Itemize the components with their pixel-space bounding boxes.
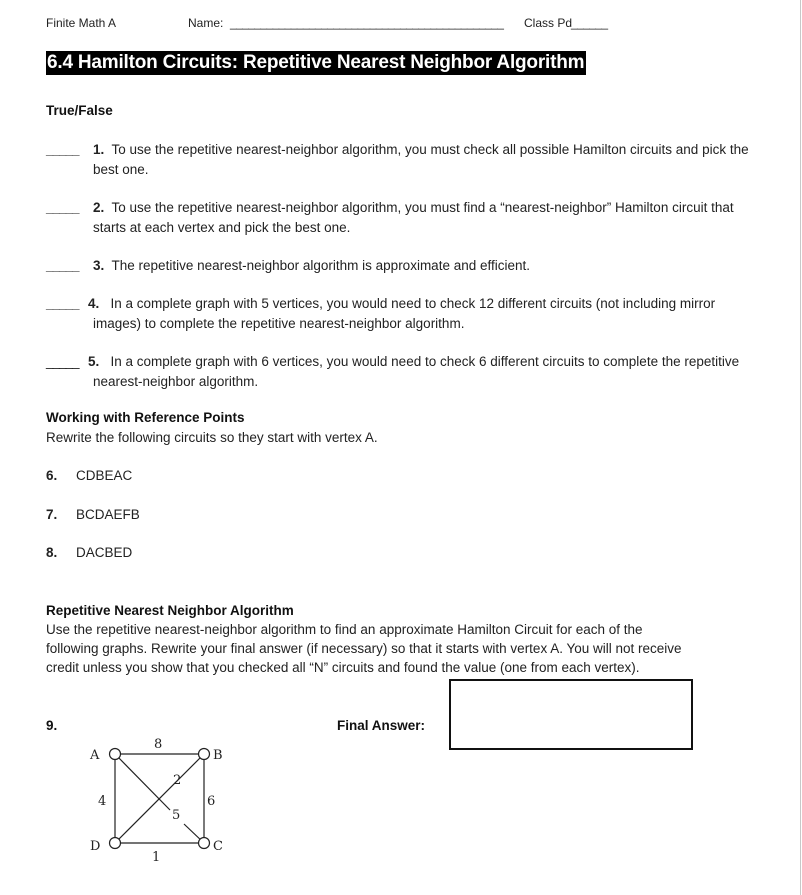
- edge-weight-a-b: 8: [154, 737, 163, 752]
- true-false-heading: True/False: [46, 103, 113, 118]
- question-number: 5.: [88, 354, 100, 369]
- circuit: DACBED: [76, 545, 133, 560]
- class-period-field[interactable]: ______: [571, 16, 608, 30]
- edge-weight-a-d: 4: [98, 794, 107, 809]
- question-text: To use the repetitive nearest-neighbor algorithm, you must check all possible Hamilton circuits and pick the best one.: [93, 142, 749, 177]
- vertex-label-a: A: [90, 748, 100, 763]
- question-text: In a complete graph with 6 vertices, you would need to check 6 different circuits to complete the repetitive nearest-neighbor algorithm.: [93, 354, 740, 389]
- reference-points-instructions: Rewrite the following circuits so they start with vertex A.: [46, 430, 378, 445]
- vertex-a-node: [110, 749, 121, 760]
- vertex-label-c: C: [213, 839, 223, 854]
- rnn-instructions-line-3: credit unless you show that you checked all “N” circuits and found the value (one from each vertex).: [46, 660, 640, 675]
- vertex-label-d: D: [90, 839, 101, 854]
- question-number: 3.: [93, 258, 105, 273]
- vertex-b-node: [199, 749, 210, 760]
- answer-blank[interactable]: _____: [46, 296, 79, 311]
- vertex-d-node: [110, 838, 121, 849]
- page-edge-rule: [800, 0, 801, 895]
- final-answer-box[interactable]: [449, 679, 693, 750]
- question-text: To use the repetitive nearest-neighbor algorithm, you must find a “nearest-neighbor” Hamilton circuit that starts at each vertex and pick the best one.: [93, 200, 734, 235]
- rnn-instructions-line-2: following graphs. Rewrite your final answer (if necessary) so that it starts with vertex A. You will not receive: [46, 641, 682, 656]
- page-title: 6.4 Hamilton Circuits: Repetitive Nearest Neighbor Algorithm: [47, 52, 585, 73]
- edge-weight-a-c: 5: [172, 808, 181, 823]
- answer-blank[interactable]: _____: [46, 354, 79, 369]
- tf-question-3: [46, 256, 758, 276]
- rnn-instructions-line-1: Use the repetitive nearest-neighbor algorithm to find an approximate Hamilton Circuit for each of the: [46, 622, 643, 637]
- problem-9-number: 9.: [46, 718, 58, 733]
- final-answer-label: Final Answer:: [337, 718, 426, 733]
- question-number: 4.: [88, 296, 100, 311]
- ref-item-6: [46, 468, 132, 483]
- answer-blank[interactable]: _____: [46, 200, 79, 215]
- vertex-label-b: B: [213, 748, 223, 763]
- question-number: 7.: [46, 507, 58, 522]
- course-name: Finite Math A: [46, 16, 117, 30]
- question-number: 1.: [93, 142, 105, 157]
- vertex-c-node: [199, 838, 210, 849]
- tf-question-5: [46, 352, 758, 392]
- question-number: 8.: [46, 545, 58, 560]
- name-label: Name:: [188, 16, 224, 30]
- tf-question-2: [46, 198, 758, 238]
- answer-blank[interactable]: _____: [46, 142, 79, 157]
- tf-question-1: [46, 140, 758, 180]
- name-field[interactable]: _____________________________________________: [230, 16, 504, 30]
- edge-a-c-part1: [115, 754, 170, 810]
- circuit: CDBEAC: [76, 468, 133, 483]
- edge-weight-b-c: 6: [207, 794, 216, 809]
- ref-item-7: [46, 507, 140, 522]
- question-text: The repetitive nearest-neighbor algorithm is approximate and efficient.: [111, 258, 531, 273]
- answer-blank[interactable]: _____: [46, 258, 79, 273]
- circuit: BCDAEFB: [76, 507, 140, 522]
- ref-item-8: [46, 545, 132, 560]
- tf-question-4: [46, 294, 758, 334]
- question-text: In a complete graph with 5 vertices, you would need to check 12 different circuits (not including mirror images) to complete the repetitive nearest-neighbor algorithm.: [93, 296, 716, 331]
- question-number: 2.: [93, 200, 105, 215]
- edge-weight-b-d: 2: [173, 773, 182, 788]
- edge-weight-d-c: 1: [152, 850, 161, 865]
- class-period-label: Class Pd: [524, 16, 573, 30]
- weighted-graph: [80, 730, 240, 870]
- question-number: 6.: [46, 468, 58, 483]
- rnn-heading: Repetitive Nearest Neighbor Algorithm: [46, 603, 294, 618]
- reference-points-heading: Working with Reference Points: [46, 410, 245, 425]
